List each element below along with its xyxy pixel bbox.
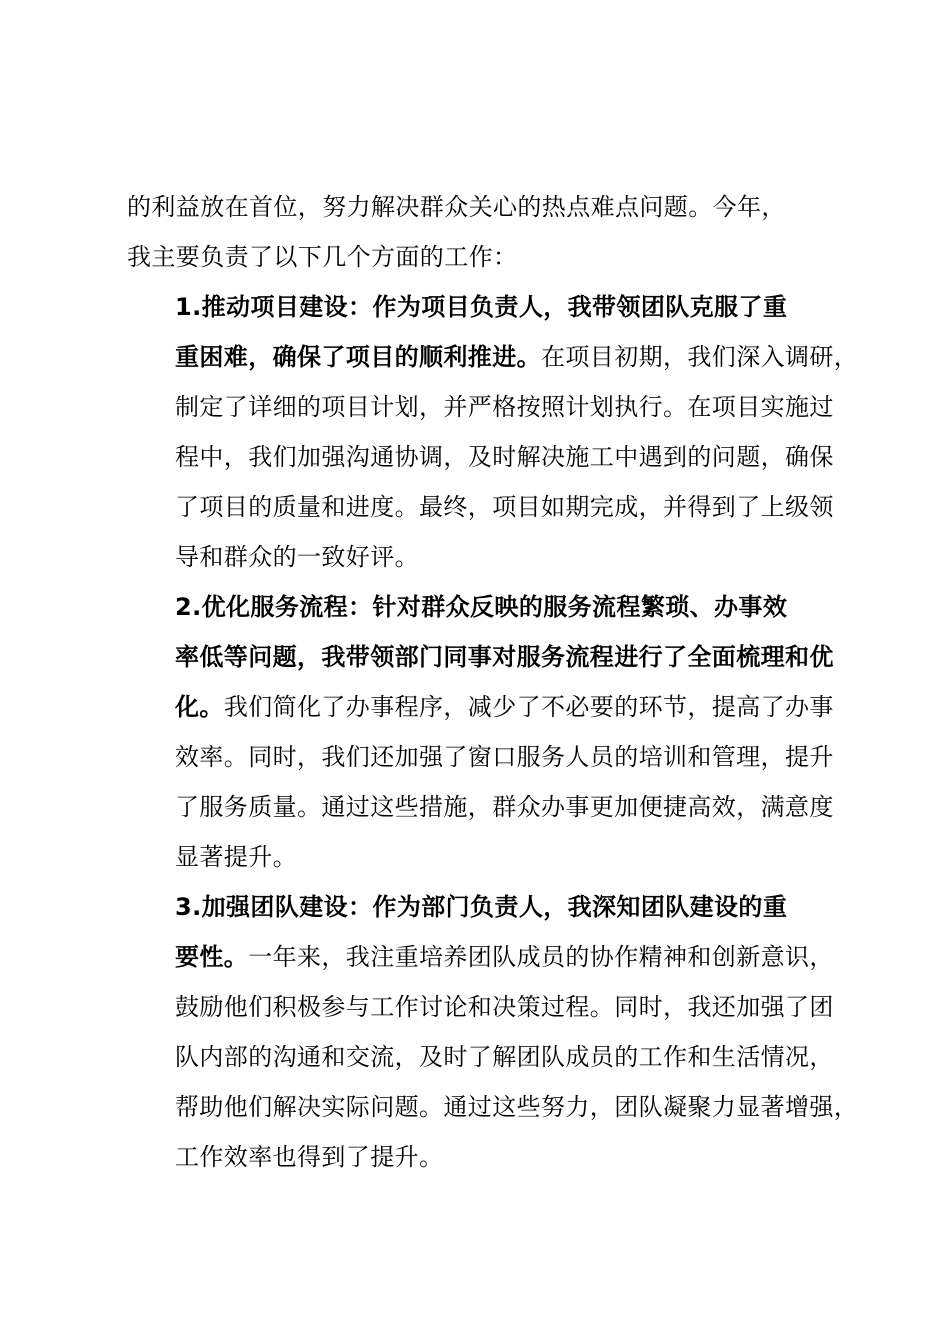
item-1-heading: 1.推动项目建设：作为项目负责人，我带领团队克服了重 [175, 293, 788, 321]
text-line [127, 932, 833, 982]
text-line: 显著提升。 [175, 843, 297, 871]
text-line: 鼓励他们积极参与工作讨论和决策过程。同时，我还加强了团 [175, 993, 834, 1021]
text-line [127, 332, 859, 382]
item-2-heading-end: 化。 [175, 693, 224, 721]
item-3-heading: 3.加强团队建设：作为部门负责人，我深知团队建设的重 [175, 893, 788, 921]
item-3-paragraph [127, 882, 859, 1182]
intro-paragraph [127, 182, 833, 282]
text-run: 我们简化了办事程序，减少了不必要的环节，提高了办事 [223, 693, 834, 721]
document-body [127, 182, 859, 1182]
text-line: 效率。同时，我们还加强了窗口服务人员的培训和管理，提升 [175, 743, 834, 771]
text-line: 程中，我们加强沟通协调，及时解决施工中遇到的问题，确保 [175, 443, 834, 471]
item-1-heading-continued: 重困难，确保了项目的顺利推进。 [175, 343, 541, 371]
text-line: 了项目的质量和进度。最终，项目如期完成，并得到了上级领 [175, 493, 834, 521]
item-1-paragraph [127, 282, 859, 582]
item-3-heading-continued: 要性。 [175, 943, 249, 971]
text-run: 在项目初期，我们深入调研， [541, 343, 859, 371]
text-line: 帮助他们解决实际问题。通过这些努力，团队凝聚力显著增强， [175, 1093, 859, 1121]
text-run: 一年来，我注重培养团队成员的协作精神和创新意识， [248, 943, 834, 971]
text-line: 工作效率也得到了提升。 [175, 1143, 444, 1171]
item-2-heading: 2.优化服务流程：针对群众反映的服务流程繁琐、办事效 [175, 593, 788, 621]
item-2-paragraph [127, 582, 833, 882]
item-2-heading-continued: 率低等问题，我带领部门同事对服务流程进行了全面梳理和优 [175, 643, 834, 671]
text-line: 制定了详细的项目计划，并严格按照计划执行。在项目实施过 [175, 393, 834, 421]
text-line: 我主要负责了以下几个方面的工作： [127, 243, 518, 271]
text-line [127, 682, 833, 732]
text-line: 导和群众的一致好评。 [175, 543, 419, 571]
text-line: 了服务质量。通过这些措施，群众办事更加便捷高效，满意度 [175, 793, 834, 821]
text-line: 的利益放在首位，努力解决群众关心的热点难点问题。今年， [127, 193, 786, 221]
text-line: 队内部的沟通和交流，及时了解团队成员的工作和生活情况， [175, 1043, 834, 1071]
